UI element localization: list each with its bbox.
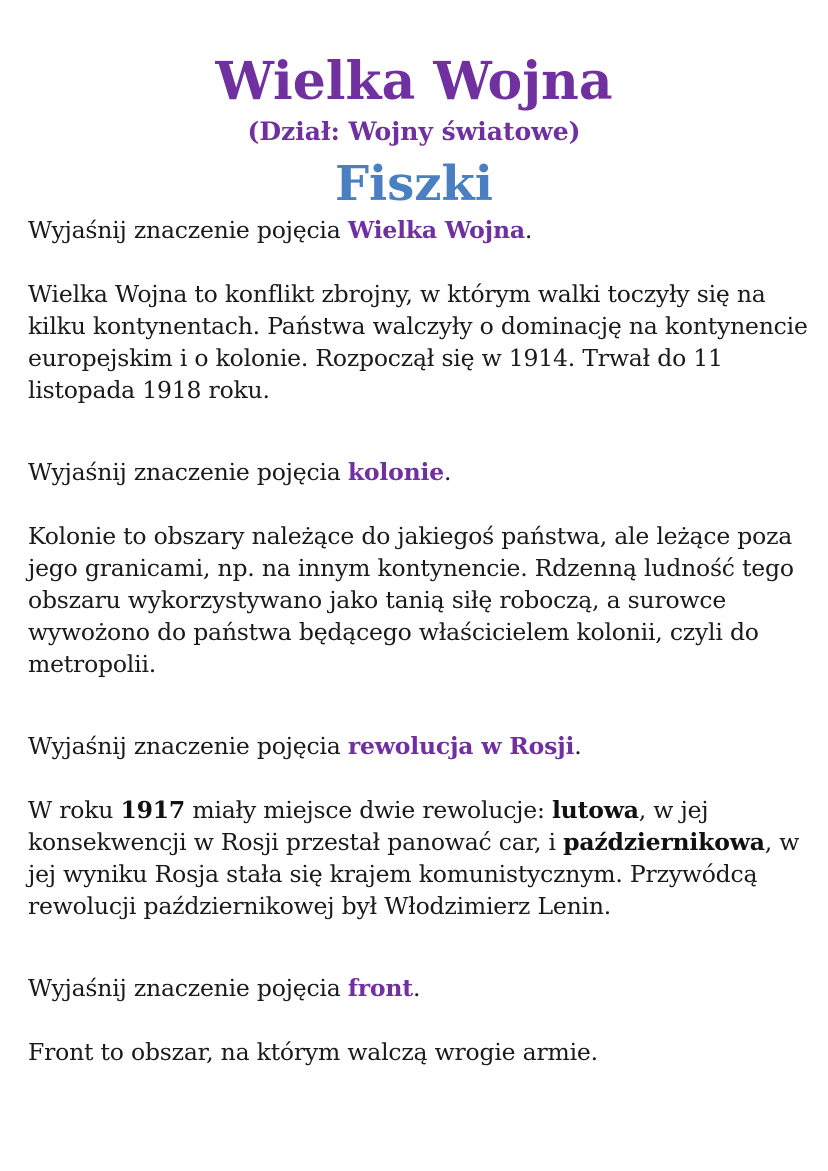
answer-year: 1917 xyxy=(120,796,186,824)
question-term: Wielka Wojna xyxy=(347,216,525,244)
flashcard-answer: Kolonie to obszary należące do jakiegoś państwa, ale leżące poza jego granicami, np. na innym kontynencie. Rdzenną ludność tego obszaru wykorzystywano jako tanią siłę roboczą, a surowce wywożono do państwa będącego właścicielem kolonii, czyli do metropolii. xyxy=(28,522,794,678)
answer-term-october: październikowa xyxy=(563,828,765,856)
question-term: front xyxy=(347,974,413,1002)
answer-text: miały miejsce dwie rewolucje: xyxy=(185,796,552,824)
question-prefix: Wyjaśnij znaczenie pojęcia xyxy=(28,216,348,244)
question-prefix: Wyjaśnij znaczenie pojęcia xyxy=(28,732,348,760)
flashcard xyxy=(28,730,818,922)
flashcard-answer: Wielka Wojna to konflikt zbrojny, w którym walki toczyły się na kilku kontynentach. Państwa walczyły o dominację na kontynencie europejskim i o kolonie. Rozpoczął się w 1914. Trwał do 11 listopada 1918 roku. xyxy=(28,280,808,404)
flashcard-question xyxy=(28,214,818,246)
question-prefix: Wyjaśnij znaczenie pojęcia xyxy=(28,974,348,1002)
question-suffix: . xyxy=(443,458,452,486)
flashcard-question xyxy=(28,972,818,1004)
question-suffix: . xyxy=(412,974,421,1002)
question-suffix: . xyxy=(574,732,582,760)
flashcard-list xyxy=(28,214,818,1068)
page-title: Wielka Wojna xyxy=(215,51,613,112)
flashcard-answer: Front to obszar, na którym walczą wrogie armie. xyxy=(28,1038,598,1066)
flashcards-label: Fiszki xyxy=(334,156,494,212)
flashcard xyxy=(28,972,818,1068)
answer-text: , w jej konsekwencji w Rosji przestał panować car, i xyxy=(28,796,709,856)
flashcard-answer xyxy=(28,794,818,922)
question-suffix: . xyxy=(524,216,533,244)
answer-text: , w jej wyniku Rosja stała się krajem komunistycznym. Przywódcą rewolucji październikowej był Włodzimierz Lenin. xyxy=(28,828,800,920)
flashcard xyxy=(28,456,818,680)
flashcard xyxy=(28,214,818,406)
question-term: kolonie xyxy=(347,458,444,486)
flashcard-question xyxy=(28,456,818,488)
question-prefix: Wyjaśnij znaczenie pojęcia xyxy=(28,458,348,486)
question-term: rewolucja w Rosji xyxy=(347,732,575,760)
answer-text: W roku xyxy=(28,796,121,824)
flashcard-question xyxy=(28,730,818,762)
answer-term-february: lutowa xyxy=(551,796,639,824)
page-subtitle: (Dział: Wojny światowe) xyxy=(247,117,581,146)
